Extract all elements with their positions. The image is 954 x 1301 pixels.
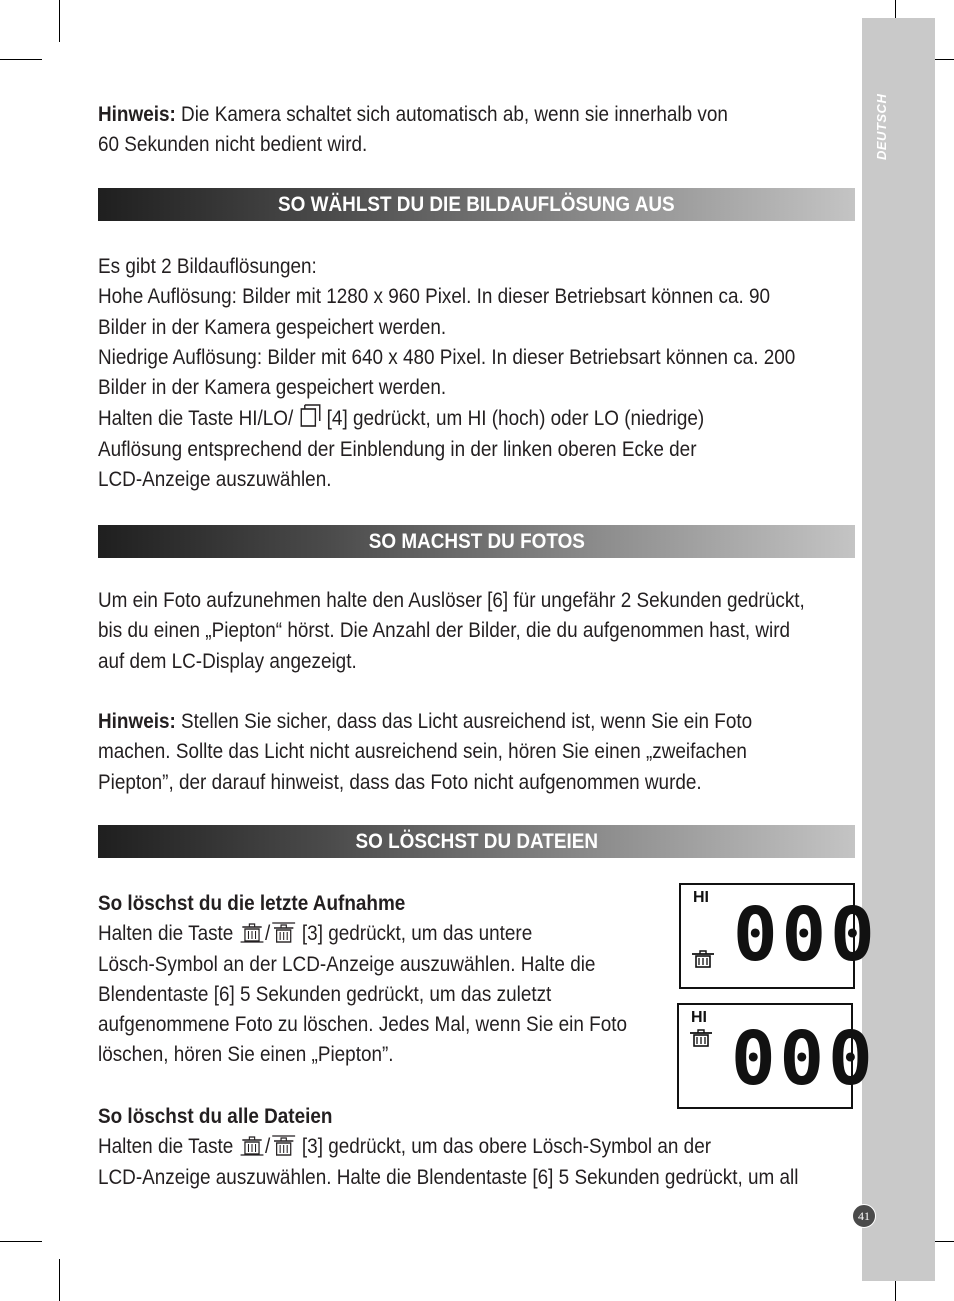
paragraph-line: löschen, hören Sie einen „Piepton”. [98,1042,394,1067]
subheading-delete-last: So löschst du die letzte Aufnahme [98,891,406,915]
crop-mark [59,0,60,42]
section-header-resolution: SO WÄHLST DU DIE BILDAUFLÖSUNG AUS [98,188,855,221]
paragraph-line: Es gibt 2 Bildauflösungen: [98,254,317,278]
language-label: DEUTSCH [874,93,889,160]
trash-icon [687,1028,715,1048]
note-label: Hinweis: [98,102,176,126]
photos-note [98,706,858,797]
lcd-mode-indicator: HI [693,889,709,906]
note-label: Hinweis: [98,709,176,733]
paragraph-line: LCD-Anzeige auszuwählen. [98,467,332,492]
paragraph-line: Um ein Foto aufzunehmen halte den Auslöser [6] für ungefähr 2 Sekunden gedrückt, [98,588,805,612]
paragraph-line: auf dem LC-Display angezeigt. [98,648,357,673]
paragraph-line: Niedrige Auflösung: Bilder mit 640 x 480 Pixel. In dieser Betriebsart können ca. 200 [98,344,796,369]
note-text: Piepton”, der darauf hinweist, dass das Foto nicht aufgenommen wurde. [98,769,702,794]
trash-icon [270,921,296,943]
lcd-photo-counter: 000 [731,1016,877,1102]
paragraph-line: Lösch-Symbol an der LCD-Anzeige auszuwählen. Halte die [98,951,596,976]
delete-all-body [98,1101,858,1192]
paragraph-line: Halten die Taste / [3] gedrückt, um das obere Lösch-Symbol an der [98,1134,712,1159]
note-text: Die Kamera schaltet sich automatisch ab, wenn sie innerhalb von [175,102,728,126]
note-text: Stellen Sie sicher, dass das Licht ausreichend ist, wenn Sie ein Foto [175,709,753,733]
section-header-delete: SO LÖSCHST DU DATEIEN [98,825,855,858]
section-header-photos: SO MACHST DU FOTOS [98,525,855,558]
paragraph-line: bis du einen „Piepton“ hörst. Die Anzahl der Bilder, die du aufgenommen hast, wird [98,618,791,643]
trash-icon [270,1134,296,1156]
subheading-delete-all: So löschst du alle Dateien [98,1104,333,1128]
crop-mark [59,1259,60,1301]
trash-icon [689,949,717,969]
lcd-display-delete-last [679,883,879,989]
note-text: 60 Sekunden nicht bedient wird. [98,132,368,157]
auto-off-note [98,99,858,160]
resolution-body [98,251,858,494]
lcd-photo-counter: 000 [733,892,879,978]
resolution-mode-icon [299,402,322,428]
paragraph-line: Halten die Taste / [3] gedrückt, um das untere [98,921,533,946]
photos-body [98,585,858,676]
paragraph-line: Bilder in der Kamera gespeichert werden. [98,375,447,400]
lcd-mode-indicator: HI [691,1009,707,1026]
trash-icon [239,921,265,943]
paragraph-line: Auflösung entsprechend der Einblendung in der linken oberen Ecke der [98,436,697,461]
crop-mark [0,59,42,60]
paragraph-line: Blendentaste [6] 5 Sekunden gedrückt, um das zuletzt [98,981,552,1006]
paragraph-line: Hohe Auflösung: Bilder mit 1280 x 960 Pixel. In dieser Betriebsart können ca. 90 [98,284,771,309]
paragraph-line: Bilder in der Kamera gespeichert werden. [98,314,447,339]
page-number: 41 [852,1204,876,1228]
paragraph-line: LCD-Anzeige auszuwählen. Halte die Blendentaste [6] 5 Sekunden gedrückt, um all [98,1164,799,1189]
trash-icon [239,1134,265,1156]
paragraph-line: aufgenommene Foto zu löschen. Jedes Mal, wenn Sie ein Foto [98,1012,628,1037]
crop-mark [0,1241,42,1242]
paragraph-line: Halten die Taste HI/LO/ [4] gedrückt, um HI (hoch) oder LO (niedrige) [98,402,855,433]
lcd-display-delete-all [677,1003,877,1109]
note-text: machen. Sollte das Licht nicht ausreichend sein, hören Sie einen „zweifachen [98,739,747,764]
